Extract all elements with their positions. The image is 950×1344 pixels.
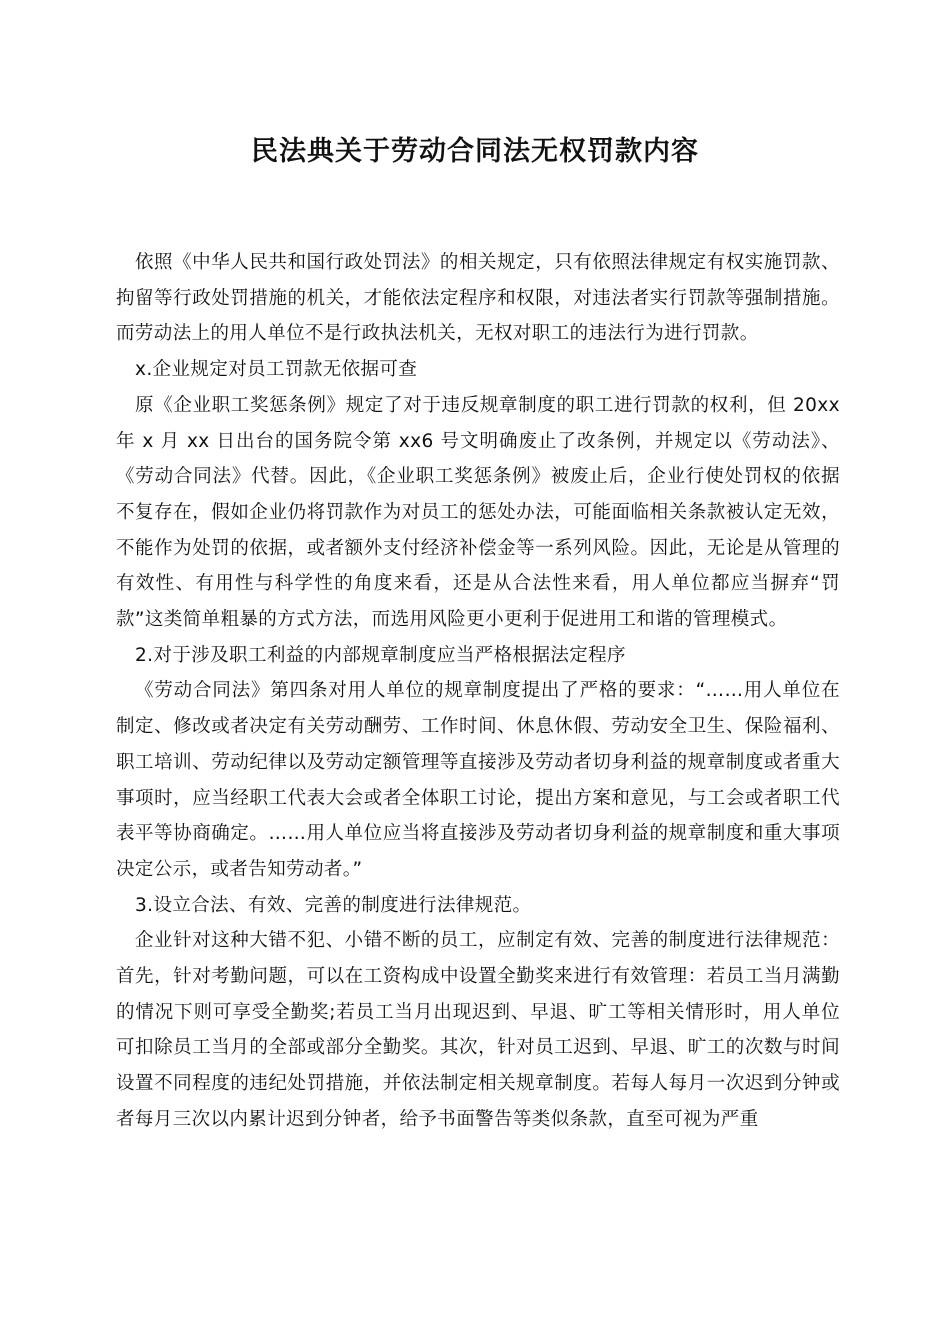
- section-heading-2: 2.对于涉及职工利益的内部规章制度应当严格根据法定程序: [135, 644, 626, 666]
- paragraph-intro: 依照《中华人民共和国行政处罚法》的相关规定，只有依照法律规定有权实施罚款、拘留等行政处罚措施的机关，才能依法定程序和权限，对违法者实行罚款等强制措施。而劳动法上的用人单位不是行政执法机关，无权对职工的违法行为进行罚款。: [116, 252, 840, 345]
- section-heading-1: x.企业规定对员工罚款无依据可查: [135, 359, 418, 381]
- document-title: 民法典关于劳动合同法无权罚款内容: [251, 136, 699, 167]
- section-heading-3: 3.设立合法、有效、完善的制度进行法律规范。: [135, 894, 532, 916]
- paragraph-section-2: 《劳动合同法》第四条对用人单位的规章制度提出了严格的要求：“……用人单位在制定、修改或者决定有关劳动酬劳、工作时间、休息休假、劳动安全卫生、保险福利、职工培训、劳动纪律以及劳动定额管理等直接涉及劳动者切身利益的规章制度或者重大事项时，应当经职工代表大会或者全体职工讨论，提出方案和意见，与工会或者职工代表平等协商确定。……用人单位应当将直接涉及劳动者切身利益的规章制度和重大事项决定公示，或者告知劳动者。”: [116, 680, 840, 880]
- document-body: [116, 245, 840, 1138]
- paragraph-section-3: 企业针对这种大错不犯、小错不断的员工，应制定有效、完善的制度进行法律规范：首先，针对考勤问题，可以在工资构成中设置全勤奖来进行有效管理：若员工当月满勤的情况下则可享受全勤奖;若员工当月出现迟到、早退、旷工等相关情形时，用人单位可扣除员工当月的全部或部分全勤奖。其次，针对员工迟到、早退、旷工的次数与时间设置不同程度的违纪处罚措施，并依法制定相关规章制度。若每人每月一次迟到分钟或者每月三次以内累计迟到分钟者，给予书面警告等类似条款，直至可视为严重: [116, 930, 840, 1130]
- paragraph-section-1: 原《企业职工奖惩条例》规定了对于违反规章制度的职工进行罚款的权利，但 20xx 年 x 月 xx 日出台的国务院令第 xx6 号文明确废止了改条例，并规定以《劳动法》、《劳动合同法》代替。因此，《企业职工奖惩条例》被废止后，企业行使处罚权的依据不复存在，假如企业仍将罚款作为对员工的惩处办法，可能面临相关条款被认定无效，不能作为处罚的依据，或者额外支付经济补偿金等一系列风险。因此，无论是从管理的有效性、有用性与科学性的角度来看，还是从合法性来看，用人单位都应当摒弃“罚款”这类简单粗暴的方式方法，而选用风险更小更利于促进用工和谐的管理模式。: [116, 394, 840, 631]
